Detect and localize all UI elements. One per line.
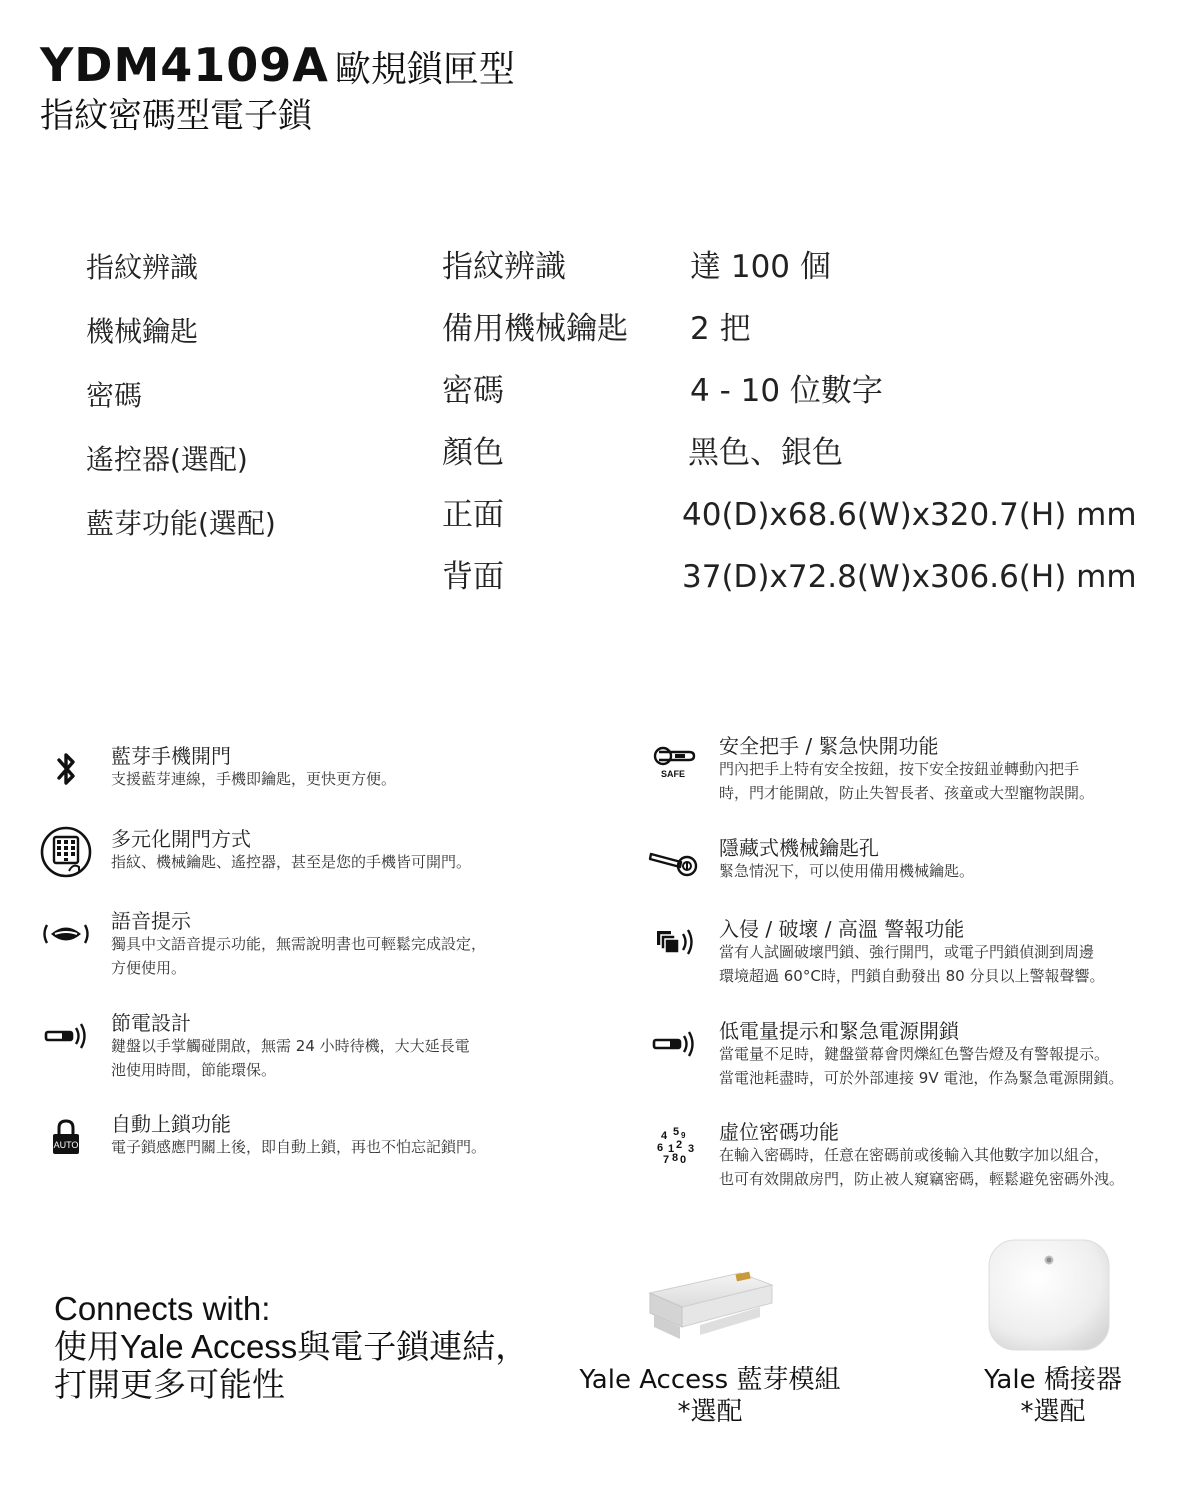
feature-scramble-code: [644, 1116, 1194, 1196]
spec-label: 備用機械鑰匙: [442, 311, 628, 347]
scramble-code-icon: [644, 1118, 704, 1172]
feature-safe-handle: [644, 730, 1194, 810]
voice-icon: [36, 907, 96, 961]
spec-value: 2 把: [690, 311, 751, 347]
feature-low-battery: [644, 1015, 1194, 1095]
connects-line: 打開更多可能性: [54, 1366, 285, 1403]
feature-alarm: [644, 913, 1194, 993]
feature-list: [86, 248, 276, 568]
product-bridge: [940, 1364, 1166, 1428]
spec-value: 37(D)x72.8(W)x306.6(H) mm: [682, 559, 1137, 595]
key-icon: [644, 836, 704, 890]
auto-label: AUTO: [53, 1140, 79, 1150]
scramble-digit: 7: [663, 1154, 670, 1166]
feature-title: 節電設計: [111, 1011, 191, 1035]
page-subtitle: 指紋密碼型電子鎖: [40, 96, 312, 136]
spec-label: 背面: [442, 559, 504, 595]
scramble-digit: 2: [676, 1139, 683, 1151]
feature-desc: 支援藍芽連線，手機即鑰匙，更快更方便。: [111, 770, 397, 788]
scramble-digit: 4: [661, 1130, 668, 1142]
scramble-digit: 6: [657, 1142, 664, 1154]
feature-list-item: 藍芽功能(選配): [86, 507, 276, 540]
feature-desc: 也可有效開啟房門，防止被人窺竊密碼，輕鬆避免密碼外洩。: [719, 1170, 1125, 1188]
feature-title: 自動上鎖功能: [111, 1112, 231, 1136]
bluetooth-module-image: [640, 1255, 780, 1345]
spec-label: 正面: [442, 497, 504, 533]
feature-title: 入侵 / 破壞 / 高溫 警報功能: [719, 917, 965, 941]
spec-label: 密碼: [442, 373, 504, 409]
feature-desc: 電子鎖感應門關上後，即自動上鎖，再也不怕忘記鎖門。: [111, 1138, 487, 1156]
feature-title: 安全把手 / 緊急快開功能: [719, 734, 939, 758]
scramble-digit: 5: [673, 1126, 680, 1138]
scramble-digit: 1: [668, 1143, 675, 1155]
safe-handle-icon: [644, 736, 704, 790]
feature-title: 虛位密碼功能: [719, 1120, 839, 1144]
touch-icon: [36, 1009, 96, 1063]
feature-desc: 鍵盤以手掌觸碰開啟，無需 24 小時待機，大大延長電: [111, 1037, 470, 1055]
feature-list-item: 密碼: [86, 379, 143, 412]
connects-heading: Connects with:: [54, 1290, 271, 1327]
connects-section: [54, 1290, 528, 1404]
connects-line: 使用Yale Access與電子鎖連結，: [54, 1328, 529, 1365]
spec-label: 指紋辨識: [442, 249, 566, 285]
auto-lock-icon: [36, 1110, 96, 1164]
feature-title: 隱藏式機械鑰匙孔: [719, 836, 879, 860]
model-type: 歐規鎖匣型: [334, 49, 515, 90]
feature-desc: 方便使用。: [111, 959, 187, 977]
spec-value: 黑色、銀色: [688, 435, 843, 471]
feature-desc: 池使用時間，節能環保。: [111, 1061, 277, 1079]
product-name: Yale Access 藍芽模組: [579, 1365, 841, 1395]
feature-list-item: 指紋辨識: [86, 251, 199, 284]
spec-labels: [442, 244, 628, 616]
feature-title: 藍芽手機開門: [111, 744, 231, 768]
feature-title: 語音提示: [111, 909, 191, 933]
feature-desc: 環境超過 60°C時，門鎖自動發出 80 分貝以上警報聲響。: [719, 967, 1105, 985]
spec-value: 40(D)x68.6(W)x320.7(H) mm: [682, 497, 1137, 533]
keypad-icon: [36, 825, 96, 879]
scramble-digit: 0: [680, 1154, 687, 1166]
feature-desc: 門內把手上特有安全按鈕，按下安全按鈕並轉動內把手: [719, 760, 1080, 778]
feature-multi-unlock: [36, 823, 596, 903]
feature-desc: 獨具中文語音提示功能，無需說明書也可輕鬆完成設定，: [111, 935, 487, 953]
scramble-digit: 8: [672, 1152, 679, 1164]
feature-power-saving: [36, 1007, 596, 1087]
feature-desc: 當電池耗盡時，可於外部連接 9V 電池，作為緊急電源開鎖。: [719, 1069, 1124, 1087]
feature-desc: 當有人試圖破壞門鎖、強行開門，或電子門鎖偵測到周邊: [719, 943, 1095, 961]
page-title: [40, 38, 515, 92]
model-number: YDM4109A: [40, 38, 329, 92]
feature-bluetooth: [36, 740, 596, 820]
spec-label: 顏色: [442, 435, 504, 471]
feature-list-item: 遙控器(選配): [86, 443, 248, 476]
bridge-image: [985, 1236, 1113, 1354]
product-bluetooth-module: [570, 1364, 850, 1428]
feature-desc: 指紋、機械鑰匙、遙控器，甚至是您的手機皆可開門。: [111, 853, 472, 871]
bluetooth-icon: [36, 742, 96, 796]
scramble-digit: 9: [681, 1131, 686, 1140]
feature-desc: 緊急情況下，可以使用備用機械鑰匙。: [719, 862, 975, 880]
feature-hidden-keyhole: [644, 832, 1194, 902]
feature-desc: 在輸入密碼時，任意在密碼前或後輸入其他數字加以組合，: [719, 1146, 1110, 1164]
alarm-icon: [644, 915, 704, 969]
scramble-digit: 3: [688, 1143, 695, 1155]
spec-value: 4 - 10 位數字: [690, 373, 883, 409]
spec-value: 達 100 個: [690, 249, 831, 285]
product-name: Yale 橋接器: [984, 1365, 1122, 1395]
feature-desc: 當電量不足時，鍵盤螢幕會閃爍紅色警告燈及有警報提示。: [719, 1045, 1110, 1063]
safe-label: SAFE: [660, 769, 686, 779]
feature-title: 低電量提示和緊急電源開鎖: [719, 1019, 959, 1043]
feature-auto-lock: [36, 1108, 596, 1178]
product-note: *選配: [1020, 1397, 1086, 1427]
feature-desc: 時，門才能開啟，防止失智長者、孩童或大型寵物誤開。: [719, 784, 1095, 802]
spec-values: [682, 244, 1137, 616]
low-battery-icon: [644, 1017, 704, 1071]
feature-list-item: 機械鑰匙: [86, 315, 199, 348]
feature-title: 多元化開門方式: [111, 827, 251, 851]
product-note: *選配: [677, 1397, 743, 1427]
feature-voice: [36, 905, 596, 985]
